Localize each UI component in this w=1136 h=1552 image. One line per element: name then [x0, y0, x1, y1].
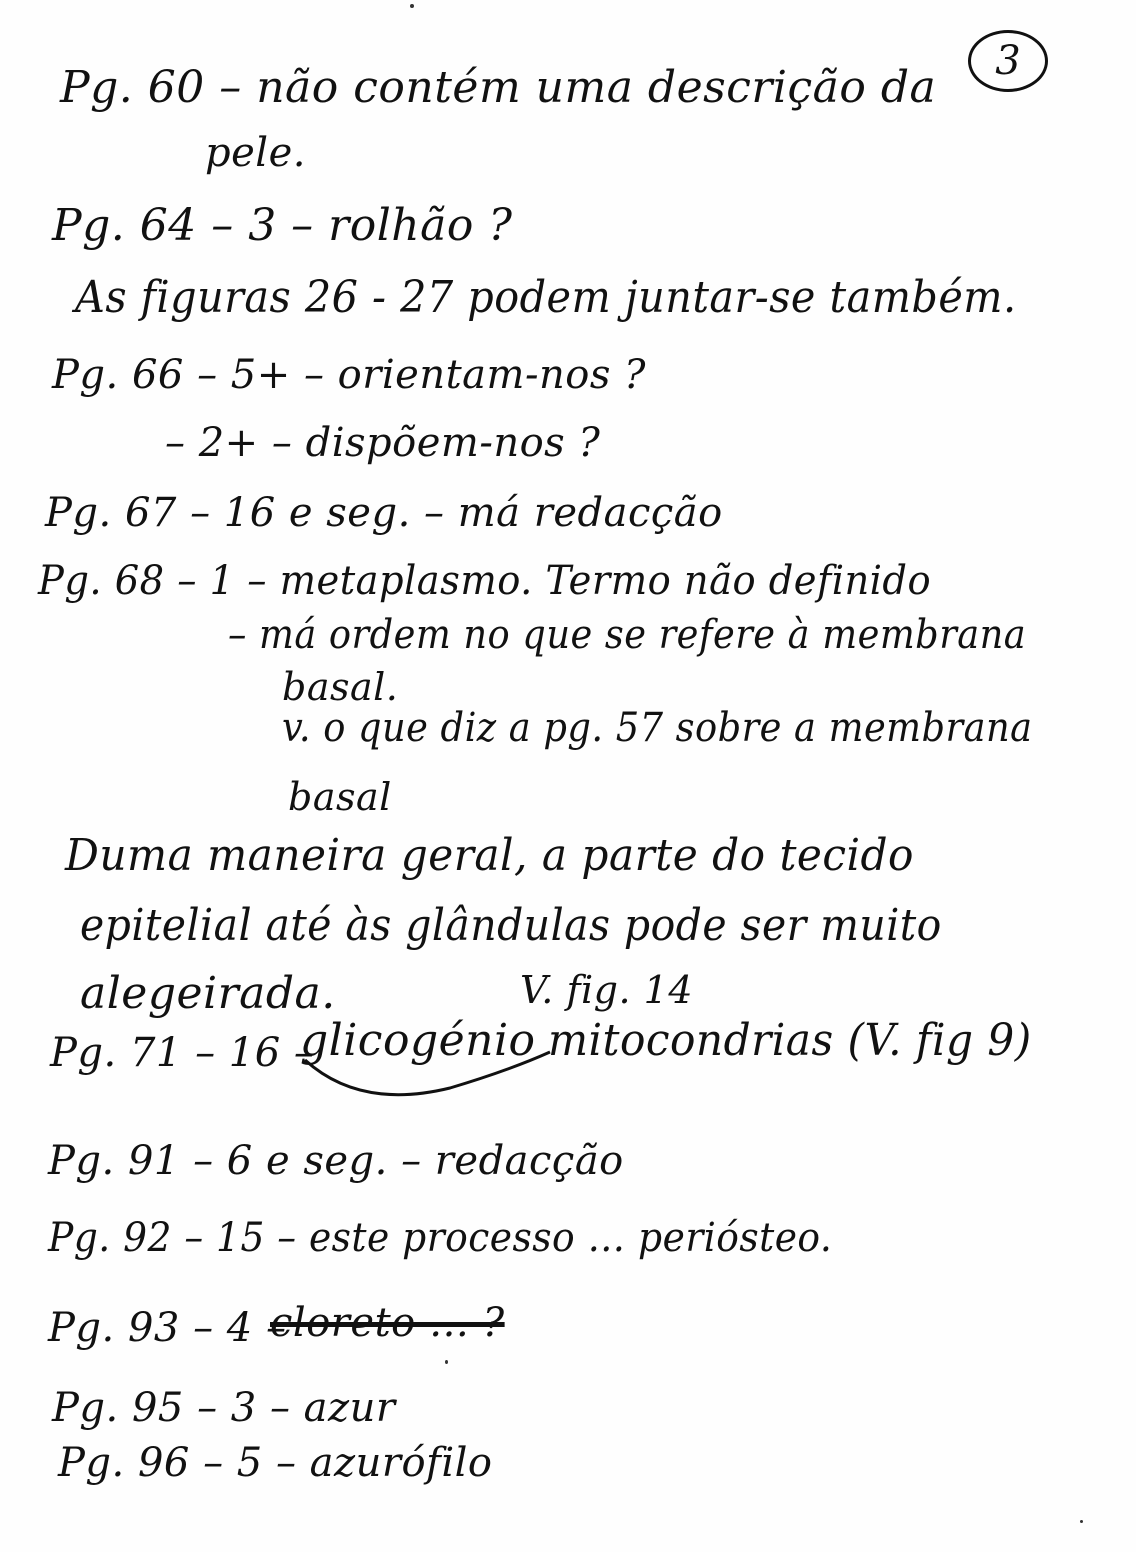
- note-line-basal-1: basal.: [282, 665, 399, 709]
- note-line-pg71: Pg. 71 – 16 –: [50, 1030, 315, 1076]
- note-line-pg67: Pg. 67 – 16 e seg. – má redacção: [45, 490, 723, 536]
- note-line-pg68: Pg. 68 – 1 – metaplasmo. Termo não definido: [38, 558, 932, 604]
- note-word-glicogenio: glicogénio: [300, 1015, 536, 1066]
- note-line-figuras: As figuras 26 - 27 podem juntar-se também.: [75, 272, 1017, 323]
- note-line-pele: pele.: [205, 130, 306, 176]
- note-line-pg66-sub: – 2+ – dispõem-nos ?: [165, 420, 601, 466]
- note-line-pg92: Pg. 92 – 15 – este processo … periósteo.: [48, 1215, 833, 1261]
- note-line-basal-2: basal: [288, 775, 392, 819]
- note-line-alegeirada: alegeirada.: [80, 968, 336, 1019]
- note-line-pg95: Pg. 95 – 3 – azur: [52, 1385, 396, 1431]
- note-line-pg96: Pg. 96 – 5 – azurófilo: [58, 1440, 493, 1486]
- note-line-epitelial: epitelial até às glândulas pode ser muito: [80, 900, 942, 951]
- note-line-pg93: Pg. 93 – 4 –: [48, 1305, 287, 1351]
- underline-arc: [300, 1040, 560, 1100]
- note-struck-text: cloreto … ?: [270, 1300, 505, 1346]
- page-number-circle: 3: [968, 30, 1048, 92]
- note-line-pg66: Pg. 66 – 5+ – orientam-nos ?: [52, 352, 646, 398]
- note-line-pg57-ref: v. o que diz a pg. 57 sobre a membrana: [282, 705, 1033, 751]
- note-line-mitocondrias: mitocondrias (V. fig 9): [548, 1015, 1032, 1066]
- note-insert-fig14: V. fig. 14: [520, 968, 694, 1012]
- note-line-pg60: Pg. 60 – não contém uma descrição da: [60, 62, 937, 113]
- scan-speck: [1080, 1520, 1083, 1523]
- note-line-pg91: Pg. 91 – 6 e seg. – redacção: [48, 1138, 624, 1184]
- note-line-general: Duma maneira geral, a parte do tecido: [65, 830, 914, 881]
- scan-speck: [410, 4, 414, 8]
- scan-speck: [445, 1360, 448, 1364]
- note-line-pg68-order: – má ordem no que se refere à membrana: [228, 612, 1027, 658]
- note-line-pg64: Pg. 64 – 3 – rolhão ?: [52, 200, 513, 251]
